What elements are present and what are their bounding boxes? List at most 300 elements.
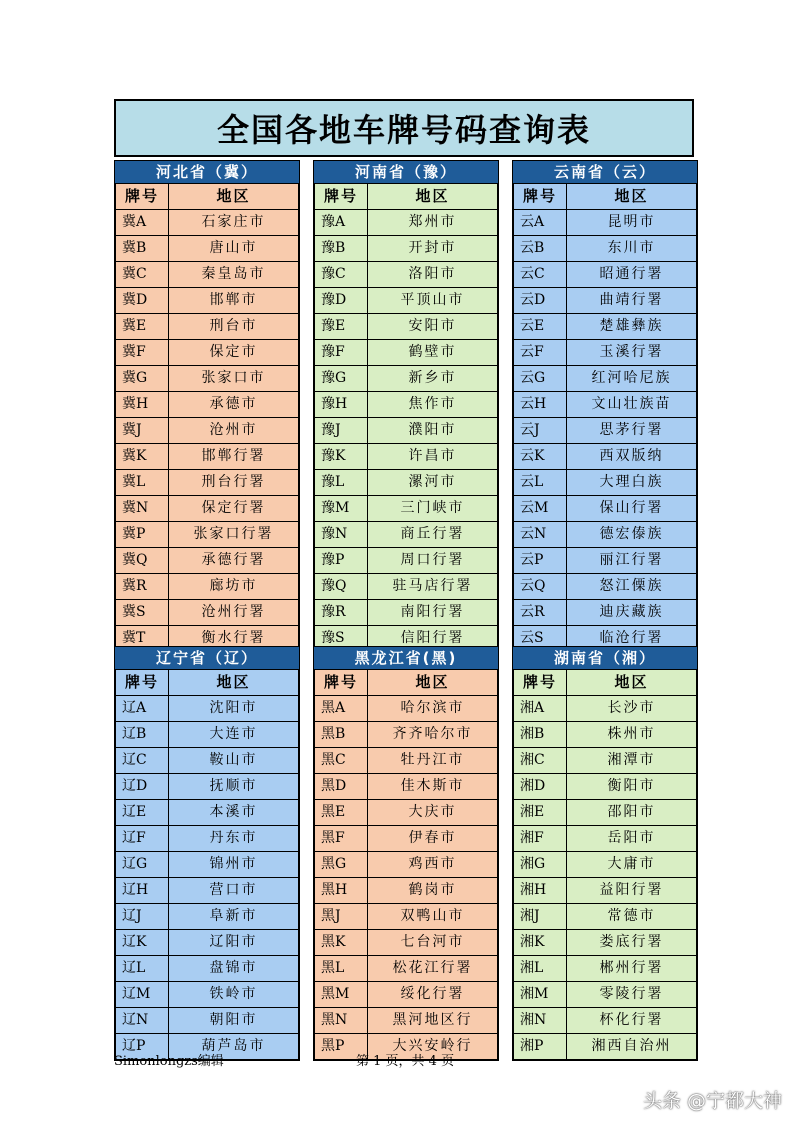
plate-code: 湘H (514, 878, 567, 904)
table-row (514, 522, 697, 548)
plate-code: 冀K (116, 444, 169, 470)
plate-area: 牡丹江市 (368, 748, 498, 774)
plate-area: 石家庄市 (169, 210, 299, 236)
plate-code: 冀P (116, 522, 169, 548)
page-title: 全国各地车牌号码查询表 (216, 111, 591, 149)
plate-area: 大庸市 (567, 852, 697, 878)
table-row (514, 826, 697, 852)
plate-area: 株州市 (567, 722, 697, 748)
province-block (512, 160, 698, 653)
plate-code: 湘J (514, 904, 567, 930)
plate-code: 辽C (116, 748, 169, 774)
plate-area: 铁岭市 (169, 982, 299, 1008)
plate-code: 湘D (514, 774, 567, 800)
plate-code: 黑P (315, 1034, 368, 1060)
table-row (514, 574, 697, 600)
table-row (116, 496, 299, 522)
table-row (514, 288, 697, 314)
plate-code: 辽K (116, 930, 169, 956)
table-row (315, 826, 498, 852)
plate-area: 黑河地区行 (368, 1008, 498, 1034)
plate-area: 文山壮族苗 (567, 392, 697, 418)
table-row (514, 774, 697, 800)
plate-code: 黑J (315, 904, 368, 930)
plate-code: 辽B (116, 722, 169, 748)
plate-code: 湘E (514, 800, 567, 826)
plate-code: 冀F (116, 340, 169, 366)
plate-area: 新乡市 (368, 366, 498, 392)
plate-code: 黑C (315, 748, 368, 774)
table-row (315, 366, 498, 392)
table-row (514, 696, 697, 722)
table-row (514, 548, 697, 574)
table-row (116, 392, 299, 418)
table-row (315, 722, 498, 748)
table-row (116, 262, 299, 288)
table-row (315, 444, 498, 470)
plate-area: 刑台行署 (169, 470, 299, 496)
table-row (116, 210, 299, 236)
plate-code: 云L (514, 470, 567, 496)
plate-code: 豫Q (315, 574, 368, 600)
table-row (116, 800, 299, 826)
table-row (514, 904, 697, 930)
column-header-row (315, 184, 498, 210)
plate-code: 冀G (116, 366, 169, 392)
plate-area: 零陵行署 (567, 982, 697, 1008)
province-header: 河北省（冀） (115, 161, 299, 183)
plate-area: 承德行署 (169, 548, 299, 574)
province-block (114, 646, 300, 1061)
plate-code: 豫R (315, 600, 368, 626)
plate-code: 湘G (514, 852, 567, 878)
table-row (315, 878, 498, 904)
plate-area: 抚顺市 (169, 774, 299, 800)
plate-code: 云H (514, 392, 567, 418)
table-row (514, 748, 697, 774)
plate-code: 黑A (315, 696, 368, 722)
column-header-area: 地区 (368, 184, 498, 210)
table-row (514, 236, 697, 262)
plate-area: 佳木斯市 (368, 774, 498, 800)
table-row (116, 956, 299, 982)
table-row (315, 522, 498, 548)
table-row (116, 722, 299, 748)
plate-area: 沧州市 (169, 418, 299, 444)
plate-code: 湘P (514, 1034, 567, 1060)
table-row (315, 548, 498, 574)
plate-area: 临沧行署 (567, 626, 697, 652)
plate-area: 南阳行署 (368, 600, 498, 626)
plate-code: 豫P (315, 548, 368, 574)
table-row (514, 470, 697, 496)
plate-area: 衡阳市 (567, 774, 697, 800)
plate-code: 云B (514, 236, 567, 262)
plate-code: 冀S (116, 600, 169, 626)
plate-code: 豫E (315, 314, 368, 340)
plate-code: 黑G (315, 852, 368, 878)
table-row (514, 930, 697, 956)
table-row (116, 982, 299, 1008)
plate-area: 许昌市 (368, 444, 498, 470)
column-header-code: 牌号 (514, 670, 567, 696)
table-row (315, 470, 498, 496)
plate-area: 长沙市 (567, 696, 697, 722)
table-row (116, 444, 299, 470)
province-block (114, 160, 300, 653)
column-header-row (116, 670, 299, 696)
table-row (315, 696, 498, 722)
plate-area: 湘潭市 (567, 748, 697, 774)
plate-code: 湘B (514, 722, 567, 748)
plate-area: 鸡西市 (368, 852, 498, 878)
table-row (514, 1034, 697, 1060)
plate-code: 豫A (315, 210, 368, 236)
table-row (315, 748, 498, 774)
plate-area: 张家口市 (169, 366, 299, 392)
province-block (313, 160, 499, 653)
plate-code: 辽P (116, 1034, 169, 1060)
table-row (315, 418, 498, 444)
province-header: 黑龙江省(黑) (314, 647, 498, 669)
table-row (514, 340, 697, 366)
plate-code: 豫D (315, 288, 368, 314)
plate-area: 鹤壁市 (368, 340, 498, 366)
plate-code: 云J (514, 418, 567, 444)
plate-area: 锦州市 (169, 852, 299, 878)
plate-area: 驻马店行署 (368, 574, 498, 600)
plate-area: 刑台市 (169, 314, 299, 340)
plate-area: 衡水行署 (169, 626, 299, 652)
column-header-row (514, 670, 697, 696)
plate-area: 大连市 (169, 722, 299, 748)
plate-code: 湘K (514, 930, 567, 956)
column-header-code: 牌号 (116, 184, 169, 210)
table-row (116, 1008, 299, 1034)
table-row (116, 774, 299, 800)
plate-code: 冀R (116, 574, 169, 600)
watermark: 头条 @宁都大神 (642, 1090, 782, 1112)
plate-code: 辽M (116, 982, 169, 1008)
plate-area: 大理白族 (567, 470, 697, 496)
plate-area: 娄底行署 (567, 930, 697, 956)
plate-code: 冀D (116, 288, 169, 314)
plate-area: 郑州市 (368, 210, 498, 236)
table-row (116, 470, 299, 496)
plate-area: 郴州行署 (567, 956, 697, 982)
table-row (116, 340, 299, 366)
plate-code: 云A (514, 210, 567, 236)
plate-area: 迪庆藏族 (567, 600, 697, 626)
table-row (315, 496, 498, 522)
table-row (116, 930, 299, 956)
plate-area: 湘西自治州 (567, 1034, 697, 1060)
plate-code: 云F (514, 340, 567, 366)
table-row (315, 210, 498, 236)
plate-area: 丹东市 (169, 826, 299, 852)
plate-area: 营口市 (169, 878, 299, 904)
plate-code: 云S (514, 626, 567, 652)
plate-code: 云R (514, 600, 567, 626)
plate-area: 开封市 (368, 236, 498, 262)
column-header-area: 地区 (567, 184, 697, 210)
plate-area: 秦皇岛市 (169, 262, 299, 288)
column-header-area: 地区 (169, 670, 299, 696)
plate-code: 豫M (315, 496, 368, 522)
plate-code: 黑L (315, 956, 368, 982)
table-row (116, 878, 299, 904)
plate-area: 辽阳市 (169, 930, 299, 956)
plate-area: 杯化行署 (567, 1008, 697, 1034)
plate-area: 大兴安岭行 (368, 1034, 498, 1060)
plate-code: 冀J (116, 418, 169, 444)
column-header-code: 牌号 (514, 184, 567, 210)
plate-area: 曲靖行署 (567, 288, 697, 314)
plate-area: 七台河市 (368, 930, 498, 956)
plate-code: 冀L (116, 470, 169, 496)
table-row (116, 748, 299, 774)
table-row (315, 600, 498, 626)
plate-area: 昆明市 (567, 210, 697, 236)
plate-area: 松花江行署 (368, 956, 498, 982)
plate-area: 保定市 (169, 340, 299, 366)
plate-code: 豫F (315, 340, 368, 366)
plate-code: 黑F (315, 826, 368, 852)
province-block (512, 646, 698, 1061)
table-row (315, 982, 498, 1008)
plate-area: 沧州行署 (169, 600, 299, 626)
plate-area: 丽江行署 (567, 548, 697, 574)
plate-area: 邵阳市 (567, 800, 697, 826)
table-row (116, 600, 299, 626)
plate-area: 沈阳市 (169, 696, 299, 722)
table-row (315, 392, 498, 418)
province-block (313, 646, 499, 1061)
plate-code: 黑N (315, 1008, 368, 1034)
table-row (514, 262, 697, 288)
plate-area: 鞍山市 (169, 748, 299, 774)
column-header-area: 地区 (368, 670, 498, 696)
plate-area: 商丘行署 (368, 522, 498, 548)
plate-code: 黑H (315, 878, 368, 904)
plate-code: 黑E (315, 800, 368, 826)
plate-code: 辽D (116, 774, 169, 800)
plate-table (513, 183, 697, 652)
plate-area: 承德市 (169, 392, 299, 418)
plate-code: 冀T (116, 626, 169, 652)
table-row (315, 340, 498, 366)
plate-area: 信阳行署 (368, 626, 498, 652)
plate-area: 周口行署 (368, 548, 498, 574)
table-row (514, 982, 697, 1008)
column-header-row (116, 184, 299, 210)
table-row (315, 956, 498, 982)
plate-code: 湘F (514, 826, 567, 852)
table-row (514, 444, 697, 470)
plate-code: 辽F (116, 826, 169, 852)
plate-code: 豫J (315, 418, 368, 444)
plate-area: 漯河市 (368, 470, 498, 496)
plate-area: 齐齐哈尔市 (368, 722, 498, 748)
table-row (116, 904, 299, 930)
plate-table (513, 669, 697, 1060)
province-header: 云南省（云） (513, 161, 697, 183)
plate-code: 黑B (315, 722, 368, 748)
column-header-area: 地区 (567, 670, 697, 696)
plate-area: 哈尔滨市 (368, 696, 498, 722)
column-header-code: 牌号 (116, 670, 169, 696)
table-row (514, 956, 697, 982)
plate-code: 辽L (116, 956, 169, 982)
province-header: 湖南省（湘） (513, 647, 697, 669)
plate-area: 邯郸市 (169, 288, 299, 314)
plate-code: 云G (514, 366, 567, 392)
table-row (514, 392, 697, 418)
plate-area: 益阳行署 (567, 878, 697, 904)
plate-code: 云E (514, 314, 567, 340)
plate-area: 双鸭山市 (368, 904, 498, 930)
table-row (315, 1008, 498, 1034)
plate-code: 豫N (315, 522, 368, 548)
table-row (514, 366, 697, 392)
plate-code: 云C (514, 262, 567, 288)
plate-code: 豫C (315, 262, 368, 288)
table-row (514, 878, 697, 904)
plate-area: 本溪市 (169, 800, 299, 826)
plate-code: 豫L (315, 470, 368, 496)
table-row (315, 852, 498, 878)
column-header-row (514, 184, 697, 210)
plate-area: 东川市 (567, 236, 697, 262)
footer-editor: Simonlongzs编辑 (114, 1054, 224, 1069)
table-row (116, 574, 299, 600)
plate-code: 冀E (116, 314, 169, 340)
plate-area: 邯郸行署 (169, 444, 299, 470)
column-header-code: 牌号 (315, 670, 368, 696)
table-row (315, 930, 498, 956)
plate-area: 岳阳市 (567, 826, 697, 852)
plate-area: 阜新市 (169, 904, 299, 930)
plate-code: 豫B (315, 236, 368, 262)
table-row (514, 496, 697, 522)
plate-area: 常德市 (567, 904, 697, 930)
plate-code: 辽N (116, 1008, 169, 1034)
plate-table (314, 183, 498, 652)
plate-code: 冀C (116, 262, 169, 288)
table-row (315, 904, 498, 930)
table-row (514, 314, 697, 340)
plate-code: 云M (514, 496, 567, 522)
table-row (514, 800, 697, 826)
table-row (315, 800, 498, 826)
plate-code: 黑D (315, 774, 368, 800)
table-row (116, 852, 299, 878)
plate-code: 豫H (315, 392, 368, 418)
plate-code: 豫K (315, 444, 368, 470)
plate-code: 黑K (315, 930, 368, 956)
plate-area: 伊春市 (368, 826, 498, 852)
plate-area: 思茅行署 (567, 418, 697, 444)
table-row (315, 774, 498, 800)
plate-code: 冀N (116, 496, 169, 522)
plate-code: 湘L (514, 956, 567, 982)
table-row (514, 852, 697, 878)
table-row (315, 574, 498, 600)
plate-area: 怒江傈族 (567, 574, 697, 600)
table-row (116, 366, 299, 392)
plate-code: 云N (514, 522, 567, 548)
plate-code: 冀H (116, 392, 169, 418)
column-header-area: 地区 (169, 184, 299, 210)
plate-table (314, 669, 498, 1060)
plate-area: 平顶山市 (368, 288, 498, 314)
plate-area: 绥化行署 (368, 982, 498, 1008)
plate-code: 云Q (514, 574, 567, 600)
plate-code: 湘C (514, 748, 567, 774)
plate-code: 湘N (514, 1008, 567, 1034)
plate-area: 张家口行署 (169, 522, 299, 548)
table-row (116, 418, 299, 444)
plate-area: 德宏傣族 (567, 522, 697, 548)
footer-page-number: 第 1 页，共 4 页 (356, 1054, 455, 1069)
plate-code: 辽G (116, 852, 169, 878)
table-row (514, 210, 697, 236)
plate-area: 保山行署 (567, 496, 697, 522)
plate-code: 湘M (514, 982, 567, 1008)
plate-code: 云D (514, 288, 567, 314)
plate-area: 玉溪行署 (567, 340, 697, 366)
table-row (315, 236, 498, 262)
plate-area: 鹤岗市 (368, 878, 498, 904)
plate-area: 保定行署 (169, 496, 299, 522)
plate-table (115, 669, 299, 1060)
plate-area: 红河哈尼族 (567, 366, 697, 392)
plate-code: 豫S (315, 626, 368, 652)
table-row (116, 288, 299, 314)
plate-code: 冀A (116, 210, 169, 236)
column-header-row (315, 670, 498, 696)
province-header: 河南省（豫） (314, 161, 498, 183)
plate-area: 三门峡市 (368, 496, 498, 522)
table-row (514, 722, 697, 748)
table-row (116, 314, 299, 340)
table-row (514, 600, 697, 626)
plate-table (115, 183, 299, 652)
column-header-code: 牌号 (315, 184, 368, 210)
plate-code: 黑M (315, 982, 368, 1008)
plate-code: 辽E (116, 800, 169, 826)
table-row (315, 262, 498, 288)
plate-area: 洛阳市 (368, 262, 498, 288)
table-row (116, 522, 299, 548)
plate-area: 朝阳市 (169, 1008, 299, 1034)
plate-area: 大庆市 (368, 800, 498, 826)
plate-area: 葫芦岛市 (169, 1034, 299, 1060)
plate-area: 唐山市 (169, 236, 299, 262)
plate-code: 辽H (116, 878, 169, 904)
table-row (116, 696, 299, 722)
plate-code: 云K (514, 444, 567, 470)
page-title-box (114, 99, 694, 157)
table-row (514, 418, 697, 444)
plate-code: 冀Q (116, 548, 169, 574)
table-row (315, 314, 498, 340)
plate-area: 焦作市 (368, 392, 498, 418)
plate-code: 湘A (514, 696, 567, 722)
plate-area: 西双版纳 (567, 444, 697, 470)
table-row (116, 236, 299, 262)
plate-code: 云P (514, 548, 567, 574)
